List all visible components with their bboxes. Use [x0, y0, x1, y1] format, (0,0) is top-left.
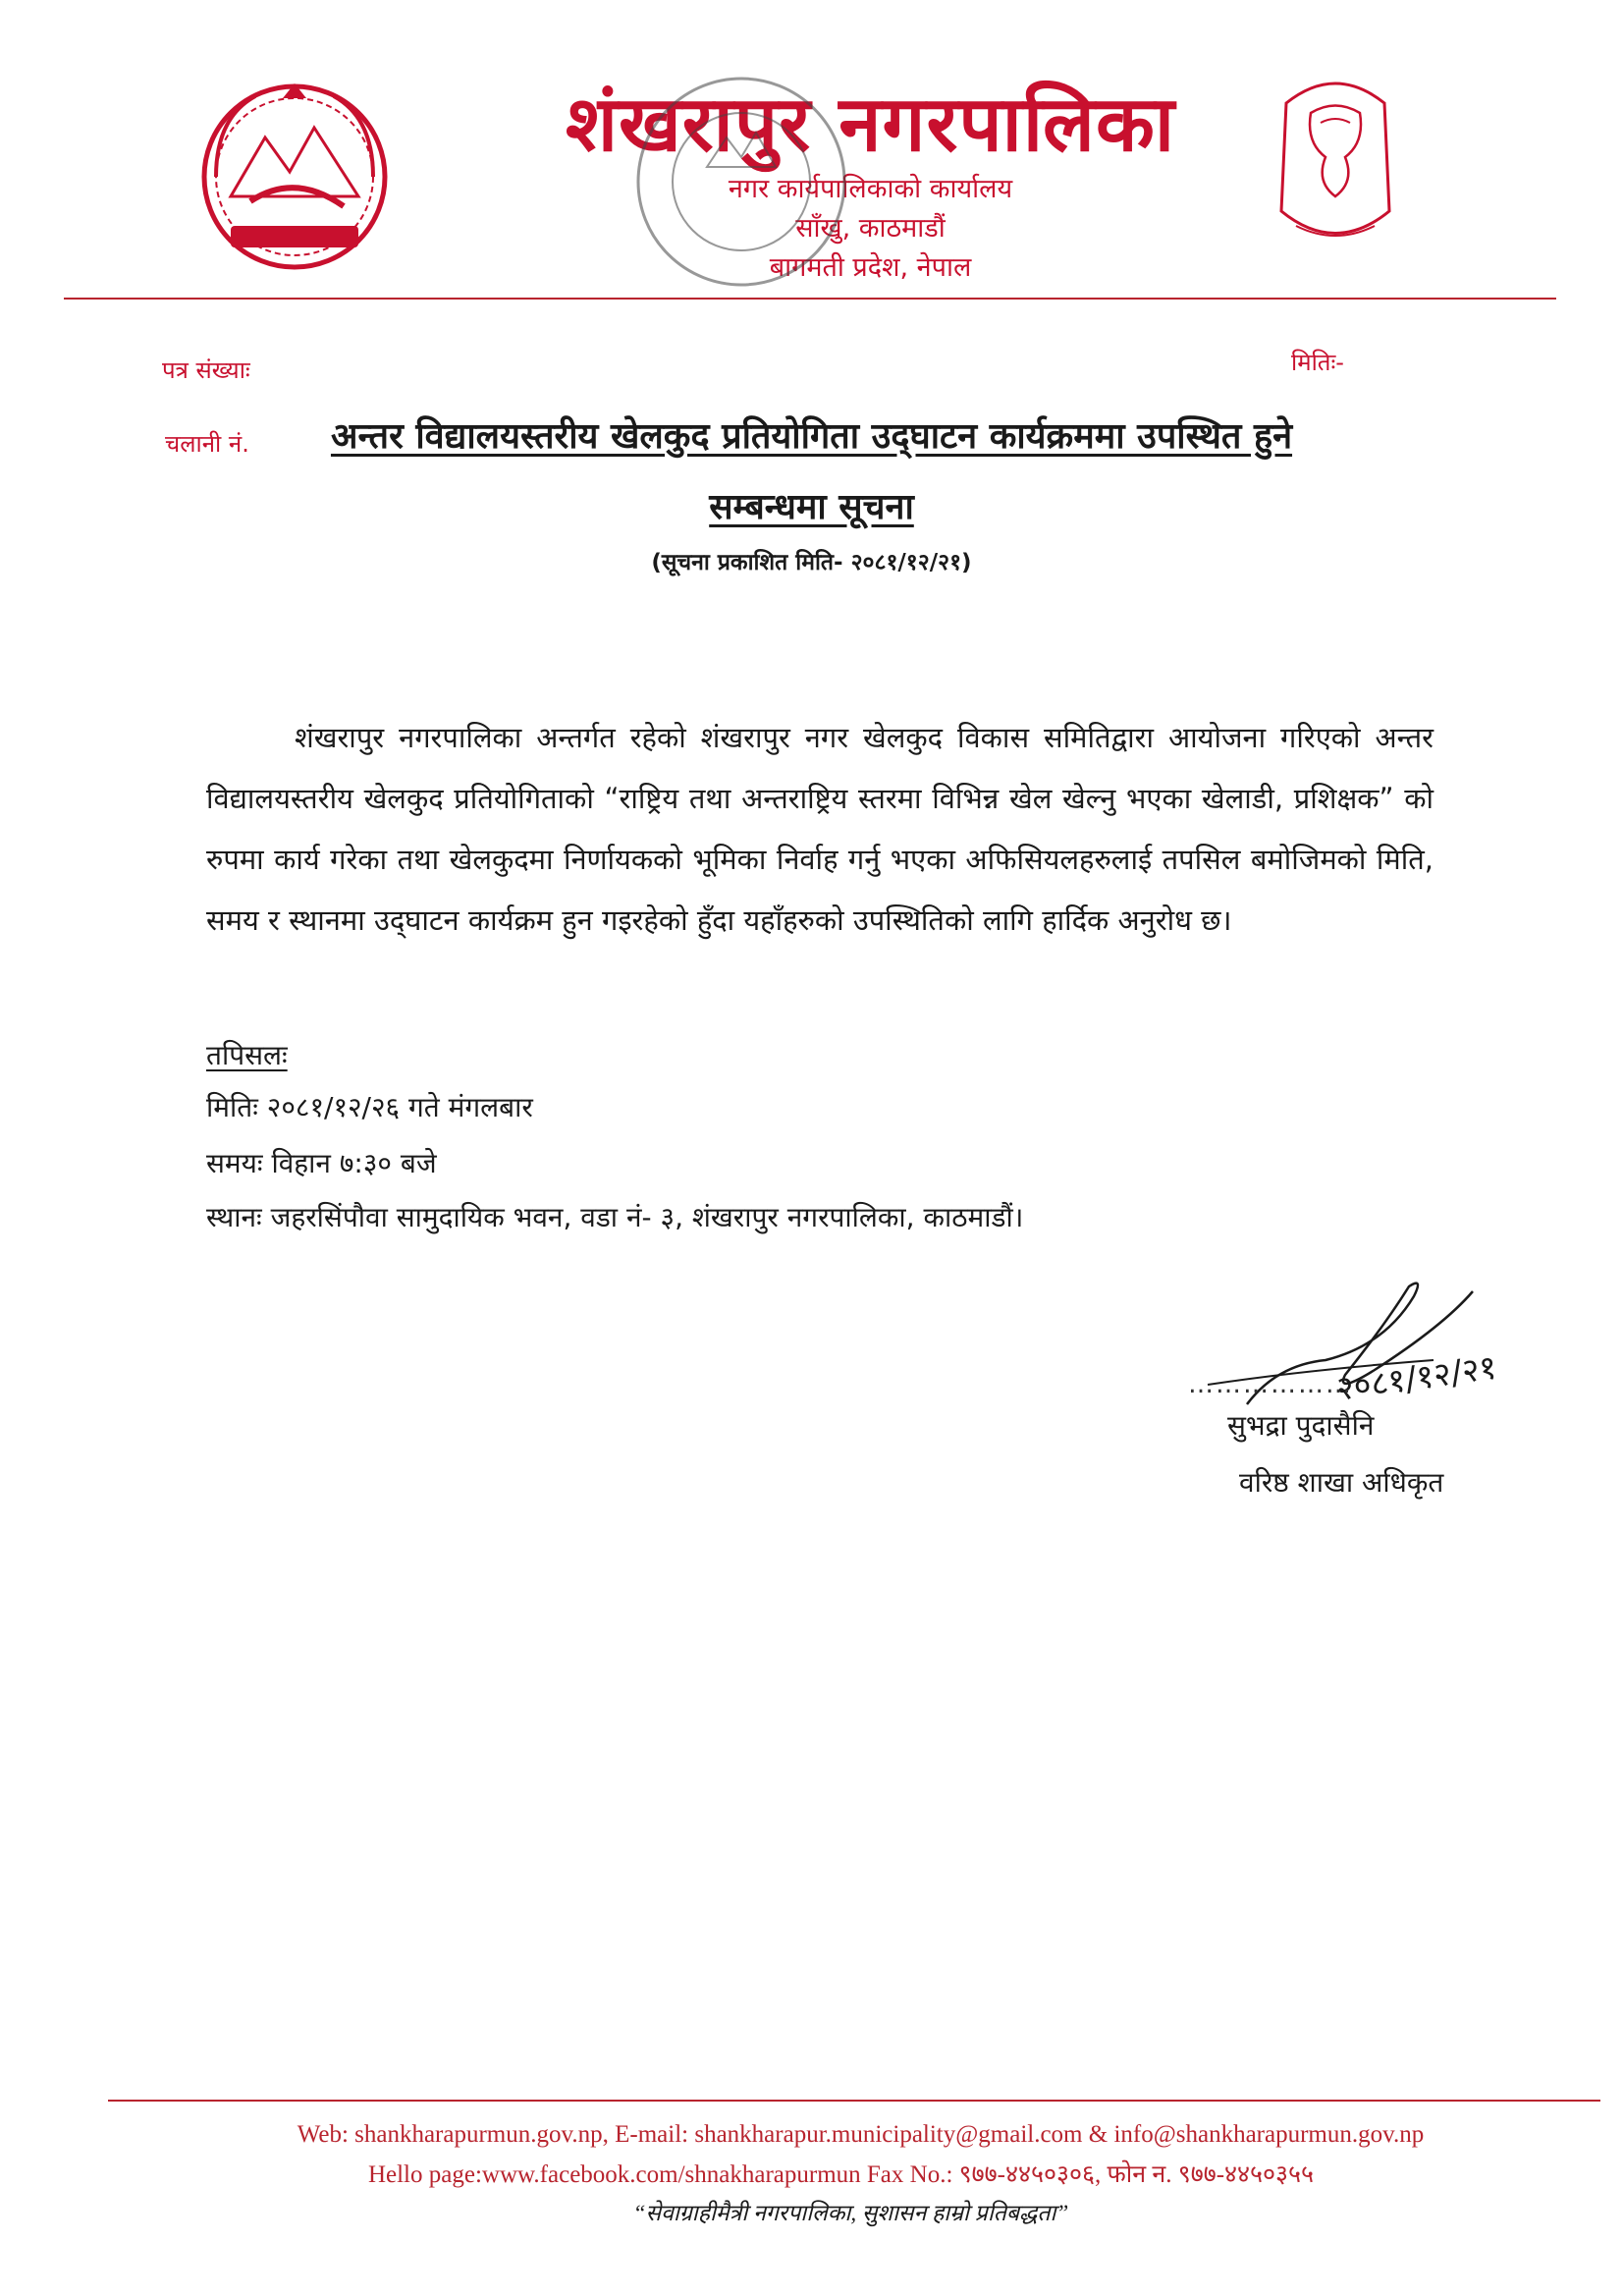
- notice-body-paragraph: शंखरापुर नगरपालिका अन्तर्गत रहेको शंखरापुर नगर खेलकुद विकास समितिद्वारा आयोजना गरिएको अन्तर विद्यालयस्तरीय खेलकुद प्रतियोगिताको “राष्ट्रिय तथा अन्तराष्ट्रिय स्तरमा विभिन्न खेल खेल्नु भएका खेलाडी, प्रशिक्षक” को रुपमा कार्य गरेका तथा खेलकुदमा निर्णायकको भूमिका निर्वाह गर्नु भएका अफिसियलहरुलाई तपसिल बमोजिमको मिति, समय र स्थानमा उद्‌घाटन कार्यक्रम हुन गइरहेको हुँदा यहाँहरुको उपस्थितिको लागि हार्दिक अनुरोध छ।: [206, 721, 1434, 937]
- official-seal-stamp: [628, 69, 854, 295]
- footer-contact-facebook-fax: Hello page:www.facebook.com/shnakharapurmun Fax No.: ९७७-४४५०३०६, फोन न. ९७७-४४५०३५५: [367, 2161, 1315, 2188]
- details-heading: तपिसलः: [206, 1039, 288, 1071]
- footer-motto: “सेवाग्राहीमैत्री नगरपालिका, सुशासन हाम्रो प्रतिबद्धता”: [632, 2201, 1069, 2225]
- subject-line-2-text: सम्बन्धमा सूचना: [709, 487, 914, 527]
- subject-line-2: [0, 481, 1623, 529]
- header-divider: [64, 298, 1556, 300]
- event-place: स्थानः जहरसिंपौवा सामुदायिक भवन, वडा नं- ३, शंखरापुर नगरपालिका, काठमाडौं।: [206, 1201, 1024, 1233]
- subject-line-1-text: अन्तर विद्यालयस्तरीय खेलकुद प्रतियोगिता उद्‌घाटन कार्यक्रममा उपस्थित हुने: [330, 416, 1293, 457]
- publication-date: (सूचना प्रकाशित मिति- २०८१/१२/२१): [651, 550, 972, 575]
- signer-designation: वरिष्ठ शाखा अधिकृत: [1239, 1466, 1444, 1499]
- office-province: बागमती प्रदेश, नेपाल: [769, 252, 972, 283]
- letter-number-label: पत्र संख्याः: [162, 356, 250, 384]
- signer-name: सुभद्रा पुदासैनि: [1227, 1409, 1375, 1442]
- event-date: मितिः २०८१/१२/२६ गते मंगलबार: [206, 1091, 533, 1123]
- event-time: समयः विहान ७:३० बजे: [206, 1147, 437, 1179]
- footer-divider: [108, 2100, 1600, 2102]
- signature-line: ………………: [1188, 1370, 1353, 1399]
- subject-line-1: [0, 410, 1623, 459]
- dispatch-number-label: चलानी नं.: [165, 430, 249, 458]
- handwritten-signature: [1188, 1267, 1561, 1424]
- office-location: साँखु, काठमाडौं: [795, 213, 946, 244]
- municipality-name: शंखरापुर नगरपालिका: [565, 81, 1176, 169]
- date-label: मितिः-: [1291, 349, 1344, 376]
- footer-contact-web-email: Web: shankharapurmun.gov.np, E-mail: shankharapur.municipality@gmail.com & info@shankharapurmun.gov.np: [297, 2121, 1425, 2148]
- office-name: नगर कार्यपालिकाको कार्यालय: [728, 174, 1013, 204]
- signature-date: २०८१/१२/२१: [1333, 1347, 1499, 1409]
